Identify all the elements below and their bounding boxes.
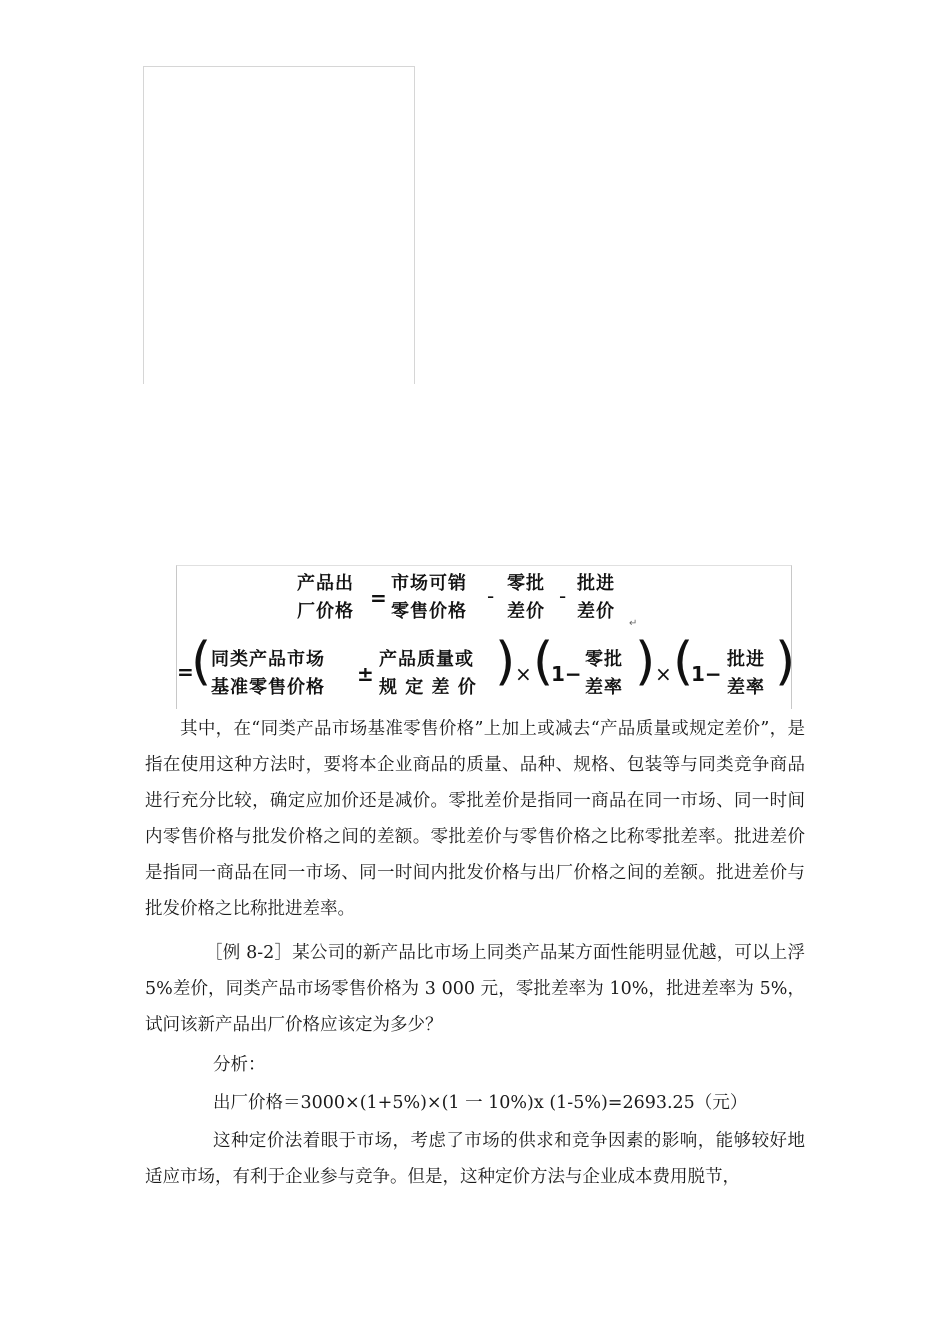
pricing-formula: [176, 565, 796, 709]
formula-a-top: 同类产品市场: [211, 649, 325, 670]
formula-b-top: 产品质量或: [379, 649, 474, 670]
right-paren-3: ): [775, 632, 796, 692]
left-paren-2: (: [533, 632, 554, 692]
calculation-line: 出厂价格＝3000×(1+5%)×(1 一 10%)x (1-5%)=2693.25（元）: [213, 1093, 748, 1113]
formula-d-bottom: 差率: [727, 677, 765, 698]
analysis-label: 分析：: [213, 1055, 266, 1075]
paragraph-conclusion: 这种定价法着眼于市场，考虑了市场的供求和竞争因素的影响，能够较好地适应市场，有利于企业参与竞争。但是，这种定价方法与企业成本费用脱节，: [145, 1131, 805, 1187]
left-paren-1: (: [191, 632, 212, 692]
formula-c-bottom: 差率: [585, 677, 623, 698]
formula-one-minus-2: 1−: [691, 662, 722, 686]
paragraph-return-icon: ↵: [629, 618, 638, 629]
formula-b-bottom: 规 定 差 价: [379, 677, 477, 698]
formula-a-bottom: 基准零售价格: [211, 677, 325, 698]
paragraph-example: ［例 8-2］某公司的新产品比市场上同类产品某方面性能明显优越，可以上浮 5%差价，同类产品市场零售价格为 3 000 元，零批差率为 10%，批进差率为 5%，试问该新产品出厂价格应该定为多少？: [145, 943, 805, 1035]
right-paren-1: ): [495, 632, 516, 692]
formula-d-top: 批进: [727, 649, 765, 670]
formula-equals-2: =: [177, 660, 194, 684]
formula-minus-1: -: [487, 584, 495, 608]
formula-plus-minus: ±: [357, 662, 374, 686]
formula-term2-bottom: 差价: [507, 601, 545, 622]
blank-image-frame: [143, 66, 415, 384]
formula-term2-top: 零批: [507, 573, 545, 594]
formula-term3-bottom: 差价: [577, 601, 615, 622]
formula-lhs-top: 产品出: [297, 573, 354, 594]
formula-term1-bottom: 零售价格: [391, 601, 467, 622]
right-paren-2: ): [635, 632, 656, 692]
formula-term3-top: 批进: [577, 573, 615, 594]
paragraph-explanation: 其中，在“同类产品市场基准零售价格”上加上或减去“产品质量或规定差价”，是指在使用这种方法时，要将本企业商品的质量、品种、规格、包装等与同类竞争商品进行充分比较，确定应加价还是减价。零批差价是指同一商品在同一市场、同一时间内零售价格与批发价格之间的差额。零批差价与零售价格之比称零批差率。批进差价是指同一商品在同一市场、同一时间内批发价格与出厂价格之间的差额。批进差价与批发价格之比称批进差率。: [145, 719, 805, 919]
formula-times-1: ×: [515, 662, 532, 686]
formula-term1-top: 市场可销: [391, 573, 467, 594]
formula-minus-2: -: [559, 584, 567, 608]
left-paren-3: (: [673, 632, 694, 692]
formula-c-top: 零批: [585, 649, 623, 670]
formula-equals-1: =: [370, 586, 387, 610]
formula-times-2: ×: [655, 662, 672, 686]
formula-lhs-bottom: 厂价格: [297, 601, 354, 622]
formula-one-minus-1: 1−: [551, 662, 582, 686]
